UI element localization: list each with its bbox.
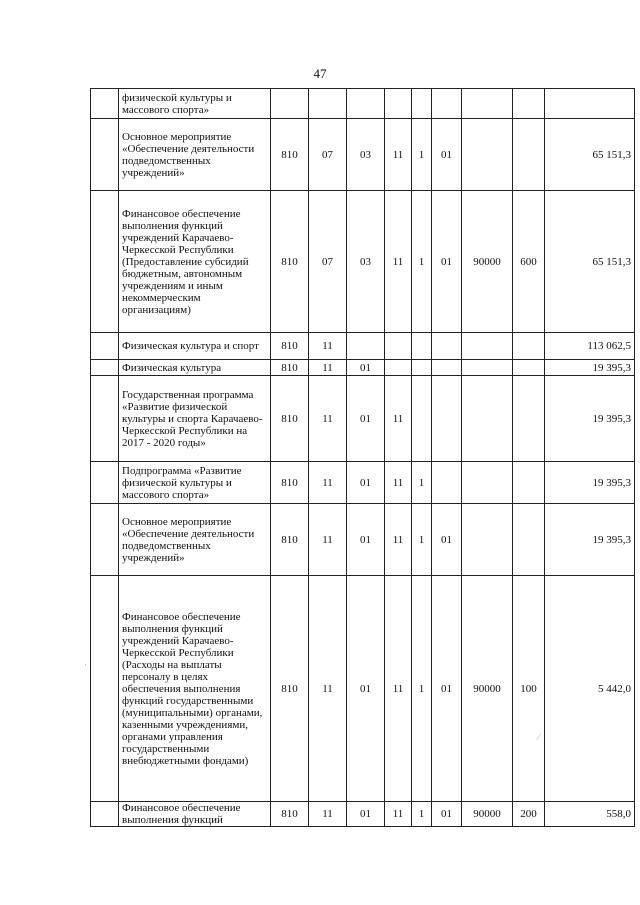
subprogram-code: [412, 376, 432, 462]
subsection-code: 01: [347, 462, 385, 504]
amount: 113 062,5: [545, 333, 635, 360]
direction-code: 90000: [462, 191, 513, 333]
blank-cell: [91, 89, 119, 119]
expense-type-code: [513, 89, 545, 119]
table-row: [91, 576, 635, 802]
subprogram-code: 1: [412, 462, 432, 504]
row-name: физической культуры и массового спорта»: [119, 89, 271, 119]
section-code: [309, 89, 347, 119]
event-code: 01: [432, 191, 462, 333]
direction-code: [462, 504, 513, 576]
blank-cell: [91, 576, 119, 802]
subsection-code: [347, 333, 385, 360]
program-code: 11: [385, 504, 412, 576]
blank-cell: [91, 462, 119, 504]
event-code: [432, 89, 462, 119]
amount: 19 395,3: [545, 504, 635, 576]
subsection-code: 01: [347, 504, 385, 576]
table-row: [91, 333, 635, 360]
subsection-code: 03: [347, 191, 385, 333]
program-code: [385, 360, 412, 376]
direction-code: [462, 360, 513, 376]
table-row: [91, 89, 635, 119]
subprogram-code: 1: [412, 119, 432, 191]
program-code: 11: [385, 576, 412, 802]
amount: 19 395,3: [545, 360, 635, 376]
section-code: 07: [309, 119, 347, 191]
table-row: [91, 191, 635, 333]
program-code: 11: [385, 376, 412, 462]
subsection-code: 01: [347, 360, 385, 376]
ministry-code: 810: [271, 191, 309, 333]
section-code: 11: [309, 360, 347, 376]
row-name: Подпрограмма «Развитие физической культуры и массового спорта»: [119, 462, 271, 504]
expense-type-code: [513, 504, 545, 576]
event-code: 01: [432, 504, 462, 576]
direction-code: [462, 462, 513, 504]
subprogram-code: 1: [412, 576, 432, 802]
expense-type-code: [513, 360, 545, 376]
row-name: Основное мероприятие «Обеспечение деятельности подведомственных учреждений»: [119, 119, 271, 191]
subprogram-code: 1: [412, 802, 432, 827]
expense-type-code: 200: [513, 802, 545, 827]
expense-type-code: [513, 333, 545, 360]
program-code: 11: [385, 462, 412, 504]
ministry-code: 810: [271, 576, 309, 802]
expense-type-code: [513, 376, 545, 462]
scan-speck: ⁄: [538, 732, 540, 742]
event-code: 01: [432, 119, 462, 191]
section-code: 11: [309, 802, 347, 827]
direction-code: [462, 333, 513, 360]
subsection-code: 01: [347, 376, 385, 462]
blank-cell: [91, 802, 119, 827]
amount: [545, 89, 635, 119]
ministry-code: 810: [271, 333, 309, 360]
direction-code: 90000: [462, 802, 513, 827]
program-code: [385, 89, 412, 119]
subsection-code: [347, 89, 385, 119]
ministry-code: 810: [271, 360, 309, 376]
amount: 19 395,3: [545, 376, 635, 462]
direction-code: 90000: [462, 576, 513, 802]
row-name: Финансовое обеспечение выполнения функций учреждений Карачаево-Черкесской Республики (Расходы на выплаты персоналу в целях обеспечения выполнения функций государственными (муниципальными) органами, казенными учреждениями, органами управления государственными внебюджетными фондами): [119, 576, 271, 802]
blank-cell: [91, 376, 119, 462]
expense-type-code: 600: [513, 191, 545, 333]
event-code: [432, 462, 462, 504]
section-code: 11: [309, 462, 347, 504]
section-code: 11: [309, 333, 347, 360]
blank-cell: [91, 360, 119, 376]
amount: 19 395,3: [545, 462, 635, 504]
page-number: 47: [313, 66, 327, 81]
program-code: 11: [385, 119, 412, 191]
section-code: 11: [309, 576, 347, 802]
section-code: 07: [309, 191, 347, 333]
expense-type-code: [513, 119, 545, 191]
direction-code: [462, 89, 513, 119]
subsection-code: 01: [347, 576, 385, 802]
subsection-code: 01: [347, 802, 385, 827]
ministry-code: 810: [271, 802, 309, 827]
row-name: Финансовое обеспечение выполнения функций: [119, 802, 271, 827]
amount: 65 151,3: [545, 191, 635, 333]
direction-code: [462, 119, 513, 191]
ministry-code: 810: [271, 462, 309, 504]
subprogram-code: 1: [412, 504, 432, 576]
budget-table: [90, 88, 635, 827]
blank-cell: [91, 191, 119, 333]
blank-cell: [91, 504, 119, 576]
table-row: [91, 462, 635, 504]
row-name: Финансовое обеспечение выполнения функций учреждений Карачаево-Черкесской Республики (Предоставление субсидий бюджетным, автономным учреждениям и иным некоммерческим организациям): [119, 191, 271, 333]
expense-type-code: 100: [513, 576, 545, 802]
table-row: [91, 360, 635, 376]
event-code: [432, 333, 462, 360]
table-row: [91, 119, 635, 191]
amount: 65 151,3: [545, 119, 635, 191]
row-name: Государственная программа «Развитие физической культуры и спорта Карачаево-Черкесской Республики на 2017 - 2020 годы»: [119, 376, 271, 462]
event-code: 01: [432, 802, 462, 827]
expense-type-code: [513, 462, 545, 504]
amount: 5 442,0: [545, 576, 635, 802]
ministry-code: 810: [271, 119, 309, 191]
program-code: [385, 333, 412, 360]
table-row: [91, 802, 635, 827]
row-name: Основное мероприятие «Обеспечение деятельности подведомственных учреждений»: [119, 504, 271, 576]
scan-speck: ·: [84, 660, 87, 670]
row-name: Физическая культура и спорт: [119, 333, 271, 360]
ministry-code: 810: [271, 504, 309, 576]
event-code: [432, 360, 462, 376]
blank-cell: [91, 333, 119, 360]
section-code: 11: [309, 504, 347, 576]
direction-code: [462, 376, 513, 462]
subprogram-code: [412, 360, 432, 376]
section-code: 11: [309, 376, 347, 462]
program-code: 11: [385, 802, 412, 827]
subprogram-code: 1: [412, 191, 432, 333]
row-name: Физическая культура: [119, 360, 271, 376]
ministry-code: 810: [271, 376, 309, 462]
ministry-code: [271, 89, 309, 119]
event-code: 01: [432, 576, 462, 802]
subsection-code: 03: [347, 119, 385, 191]
event-code: [432, 376, 462, 462]
subprogram-code: [412, 333, 432, 360]
table-row: [91, 376, 635, 462]
amount: 558,0: [545, 802, 635, 827]
subprogram-code: [412, 89, 432, 119]
table-row: [91, 504, 635, 576]
program-code: 11: [385, 191, 412, 333]
blank-cell: [91, 119, 119, 191]
